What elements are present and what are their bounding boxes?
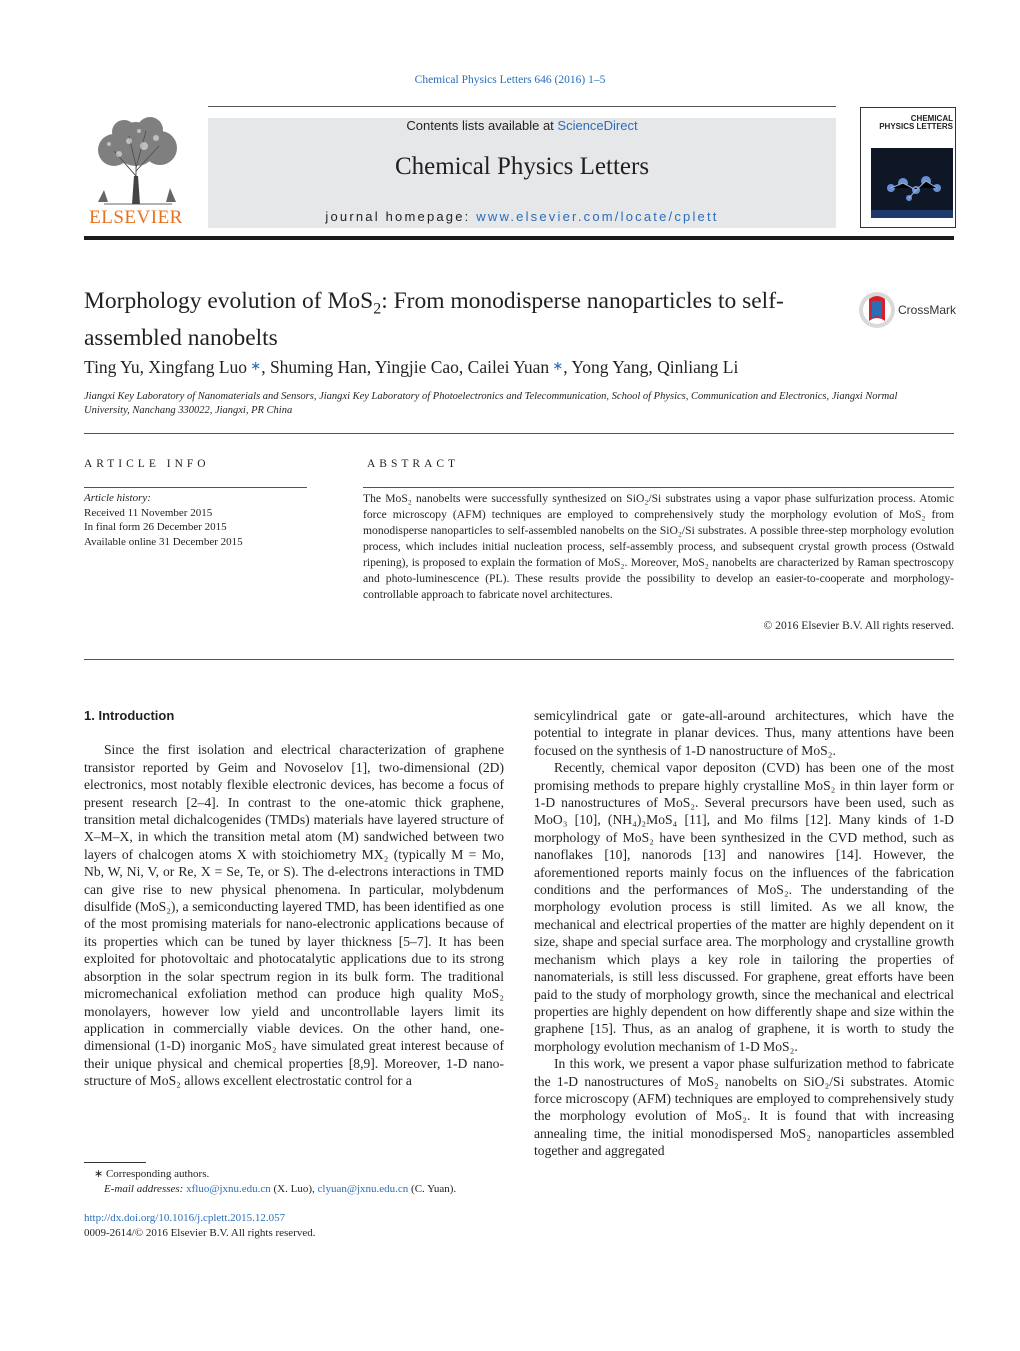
abstract-copyright: © 2016 Elsevier B.V. All rights reserved.: [763, 619, 954, 632]
footnote-rule: [84, 1162, 146, 1163]
author-name[interactable]: Xingfang Luo: [148, 357, 248, 377]
paragraph: Recently, chemical vapor depositon (CVD) has been one of the most promising methods to prepare highly crystalline MoS₂ in thin layer form or 1-D nanostructures of MoS₂. Several precursors have been used, such as MoO₃ [10], (NH₄)₂MoS₄ [11], and Mo films [12]. Many kinds of 1-D morphology of MoS₂ have been synthesized in the CVD method, such as nanoflakes [10], nanorods [13] and nanowires [14]. However, the aforementioned reports mainly focus on the influences of the fabrication conditions and the performances of MoS₂. The understanding of the morphology evolution process is still limited. As we all know, the mechanical and electrical properties of the matter are highly dependent on it size, shape and special surface area. The morphology and crystalline growth mechanism which plays a key role in tailoring the properties of nanomaterials, is still less discussed. For graphene, great efforts have been paid to the study of morphology growth, since the mechanical and electrical properties are highly dependent on how differently shape and size within the graphene [15]. Thus, as an analog of graphene, it is worth to study the morphology evolution mechanism of 1-D MoS₂.: [534, 760, 954, 1054]
tree-icon: [84, 116, 188, 206]
header-rule: [208, 106, 836, 107]
divider: [363, 487, 954, 488]
asterisk: ∗: [94, 1168, 106, 1180]
author-name[interactable]: Ting Yu: [84, 357, 140, 377]
email-note: [84, 1182, 514, 1197]
paragraph: semicylindrical gate or gate-all-around architectures, which have the potential to integrate in planar devices. Thus, many attentions have been focused on the synthesis of 1-D nanostructure of MoS₂.: [534, 708, 954, 758]
header-thick-rule: [84, 236, 954, 240]
email-link-yuan[interactable]: clyuan@jxnu.edu.cn: [317, 1183, 409, 1195]
paragraph: In this work, we present a vapor phase sulfurization method to fabricate the 1-D nanostructures of MoS₂ nanobelts on SiO₂/Si substrates. Atomic force microscopy (AFM) techniques are employed to comprehensively study the morphology evolution of MoS₂. It is found that with increasing annealing time, the initial monodispersed MoS₂ nanoparticles assembled together and aggregated: [534, 1056, 954, 1159]
title-subscript: 2: [373, 300, 382, 318]
author-name[interactable]: Cailei Yuan: [467, 357, 550, 377]
journal-name: Chemical Physics Letters: [394, 153, 650, 180]
email-owner: (C. Yuan).: [411, 1183, 457, 1195]
history-label: Article history:: [84, 492, 151, 504]
body-column-left: [84, 707, 504, 1090]
divider: [84, 433, 954, 434]
abstract-text: The MoS₂ nanobelts were successfully synthesized on SiO₂/Si substrates using a vapor phase sulfurization process. Atomic force microscopy (AFM) techniques are employed to comprehensively study the morphology evolution of MoS₂ from monodisperse nanoparticles to self-assembled nanobelts on the SiO₂/Si substrates. A possible three-step morphology evolution process, which includes initial nucleation process, self-assembly process, and subsequent crystal growth process (Ostwald ripening), is proposed to explain the formation of MoS₂. Moreover, MoS₂ nanobelts are characterized by Raman spectroscopy and photo-luminescence (PL). These results provide the possibility to develop an easier-to-cooperate and morphology-controllable approach to fabricate novel architectures.: [363, 492, 954, 601]
crossmark-label: CrossMark: [898, 303, 957, 317]
article-history: [84, 491, 314, 549]
corresponding-author-marker[interactable]: ∗: [549, 358, 564, 373]
divider: [84, 487, 307, 488]
homepage-prefix: journal homepage:: [325, 209, 477, 224]
received-date: Received 11 November 2015: [84, 506, 213, 519]
revised-date: In final form 26 December 2015: [84, 521, 227, 533]
sciencedirect-link[interactable]: ScienceDirect: [557, 118, 638, 133]
affiliation: Jiangxi Key Laboratory of Nanomaterials and Sensors, Jiangxi Key Laboratory of Photoelectronics and Telecommunication, School of Physics, Communication and Electronics, Jiangxi Normal University, Nanchang 330022, Jiangxi, PR China: [84, 391, 898, 416]
article-title: [84, 287, 844, 353]
author-name[interactable]: Shuming Han: [269, 357, 367, 377]
divider: [84, 659, 954, 660]
corresponding-text: Corresponding authors.: [105, 1168, 210, 1180]
paragraph: Since the first isolation and electrical characterization of graphene transistor reported by Geim and Novoselov [1], two-dimensional (2D) electronics, most notably flexible electronic devices, has become a focus of present research [2–4]. In contrast to the one-atomic thick graphene, transition metal dichalcogenides (TMDs) materials have layered structure of X–M–X, in which the transition metal atom (M) sandwiched between two layers of chalcogen atoms X with stoichiometry MX₂ (typically M = Mo, Nb, W, Ni, V, or Re, X = Se, Te, or S). The d-electrons interactions in TMD can give rise to new physical phenomena. In particular, molybdenum disulfide (MoS₂), a semiconducting layered TMD, has been identified as one of the most promising materials for nano-electronic applications because of its properties which can be tuned by layer thickness [5–7]. It has been exploited for photovoltaic and photocatalytic applications due to its strong absorption in the solar spectrum region in its bulk form. The traditional micromechanical exfoliation method can produce high quality MoS₂ monolayers, however low yield and uncontrollable layers limit its application in commercially viable devices. On the other hand, one-dimensional (1-D) inorganic MoS₂ have simulated great interest because of their unique physical and chemical properties [8,9]. Moreover, 1-D nano-structure of MoS₂ allows excellent electrostatic control for a: [84, 742, 504, 1089]
cover-image: [871, 148, 953, 218]
author-name[interactable]: Qinliang Li: [657, 357, 739, 377]
publisher-name: ELSEVIER: [89, 207, 183, 228]
corresponding-author-marker[interactable]: ∗: [247, 358, 262, 373]
contents-prefix: Contents lists available at: [406, 118, 558, 133]
author-list: Ting Yu, Xingfang Luo ∗, Shuming Han, Yingjie Cao, Cailei Yuan ∗, Yong Yang, Qinliang Li: [84, 357, 739, 377]
issn-line: 0009-2614/© 2016 Elsevier B.V. All rights reserved.: [84, 1227, 316, 1239]
author-name[interactable]: Yingjie Cao: [374, 357, 459, 377]
title-part: Morphology evolution of MoS: [84, 288, 374, 314]
molecule-icon: [871, 148, 953, 218]
doi-block: [84, 1211, 316, 1241]
article-info-heading: ARTICLE INFO: [84, 458, 210, 470]
abstract-heading: ABSTRACT: [367, 458, 460, 470]
journal-citation[interactable]: Chemical Physics Letters 646 (2016) 1–5: [414, 74, 606, 86]
homepage-link[interactable]: www.elsevier.com/locate/cplett: [476, 209, 719, 224]
footnotes: [84, 1167, 514, 1197]
body-column-right: [534, 707, 954, 1160]
title-part-rest: : From monodisperse nanoparticles to self-assembled nanobelts: [84, 288, 784, 351]
section-heading: 1. Introduction: [84, 708, 175, 723]
crossmark-icon: [858, 291, 898, 329]
homepage-line: [208, 209, 836, 224]
journal-cover-thumbnail[interactable]: [860, 107, 956, 228]
email-owner: (X. Luo),: [273, 1183, 315, 1195]
doi-link[interactable]: http://dx.doi.org/10.1016/j.cplett.2015.12.057: [84, 1212, 286, 1224]
corresponding-note: [84, 1167, 514, 1182]
cover-title: CHEMICAL PHYSICS LETTERS: [879, 114, 953, 131]
email-link-luo[interactable]: xfluo@jxnu.edu.cn: [186, 1183, 271, 1195]
online-date: Available online 31 December 2015: [84, 535, 243, 548]
email-label: E-mail addresses:: [104, 1183, 184, 1195]
author-name[interactable]: Yong Yang: [571, 357, 649, 377]
contents-line: [208, 118, 836, 133]
